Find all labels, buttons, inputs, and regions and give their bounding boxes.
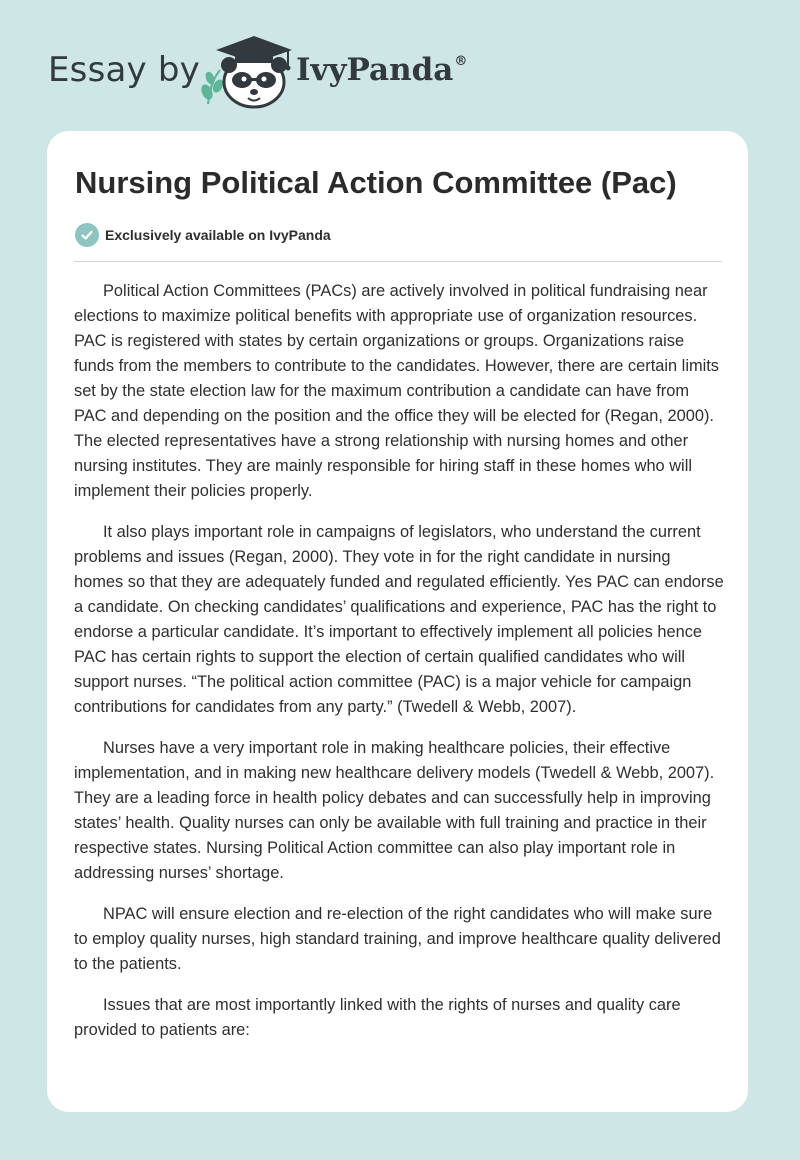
check-icon [75,223,99,247]
brand-prefix: Essay by [48,50,200,90]
essay-body [74,279,724,1059]
divider [74,261,722,262]
essay-card [47,131,748,1112]
badge-label: Exclusively available on IvyPanda [105,227,331,243]
panda-graduate-logo-icon[interactable] [198,30,294,110]
site-header [0,0,800,130]
paragraph: It also plays important role in campaigns of legislators, who understand the current problems and issues (Regan, 2000). They vote in for the right candidate in nursing homes so that they are adequately funded and regulated efficiently. Yes PAC can endorse a candidate. On checking candidates’ qualifications and experience, PAC has the right to endorse a particular candidate. It’s important to effectively implement all policies hence PAC has certain rights to support the election of certain qualified candidates who will support nurses. “The political action committee (PAC) is a major vehicle for campaign contributions for candidates from any party.” (Twedell & Webb, 2007). [74,523,724,716]
paragraph: Issues that are most importantly linked with the rights of nurses and quality care provided to patients are: [74,996,681,1039]
page-title: Nursing Political Action Committee (Pac) [75,165,677,200]
exclusive-badge [75,223,331,247]
brand-name[interactable]: IvyPanda® [296,52,468,88]
registered-mark: ® [454,54,468,69]
paragraph: Nurses have a very important role in making healthcare policies, their effective implementation, and in making new healthcare delivery models (Twedell & Webb, 2007). They are a leading force in health policy debates and can successfully help in improving states’ health. Quality nurses can only be available with full training and practice in their respective states. Nursing Political Action committee can also play important role in addressing nurses’ shortage. [74,739,715,882]
paragraph: Political Action Committees (PACs) are actively involved in political fundraising near elections to maximize political benefits with appropriate use of organization resources. PAC is registered with states by certain organizations or groups. Organizations raise funds from the members to contribute to the candidates. However, there are certain limits set by the state election law for the maximum contribution a candidate can have from PAC and depending on the position and the office they will be elected for (Regan, 2000). The elected representatives have a strong relationship with nursing homes and other nursing institutes. They are mainly responsible for hiring staff in these homes who will implement their policies properly. [74,282,720,500]
paragraph: NPAC will ensure election and re-election of the right candidates who will make sure to employ quality nurses, high standard training, and improve healthcare quality delivered to the patients. [74,905,721,973]
